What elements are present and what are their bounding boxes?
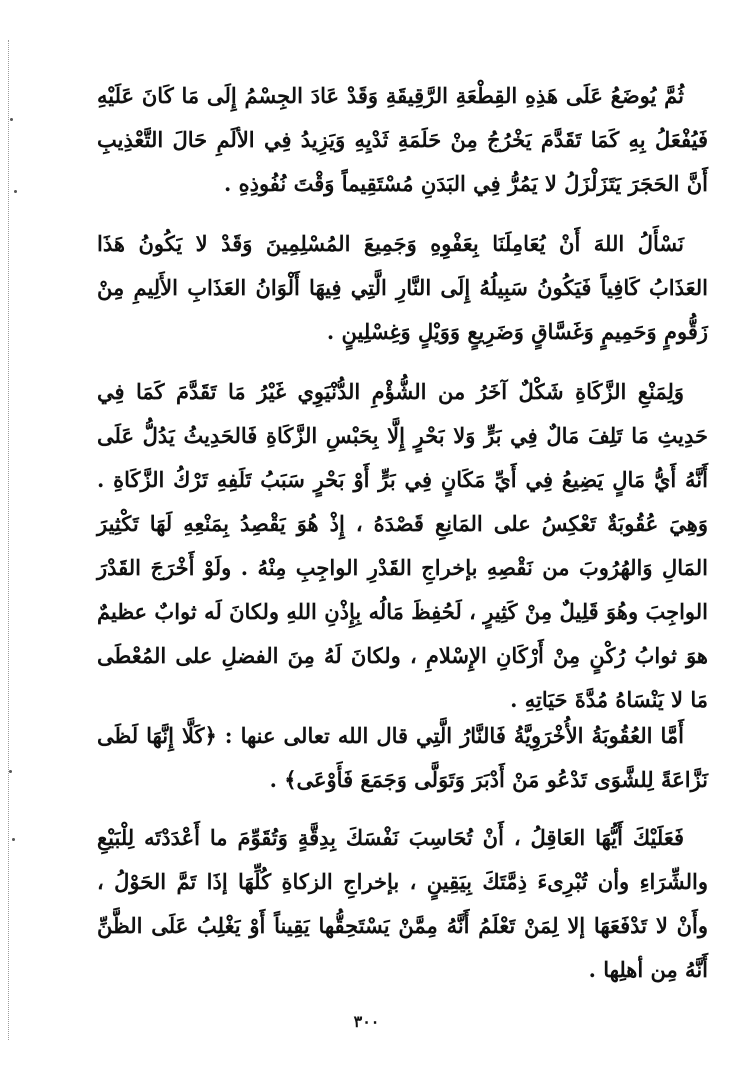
scan-speck <box>10 118 13 121</box>
paragraph-block-1 <box>97 74 708 206</box>
scan-dotted-line <box>8 40 11 1040</box>
body-paragraph-1: ثُمَّ يُوضَعُ عَلَى هَذِهِ القِطْعَةِ الرَّقِيقَةِ وَقَدْ عَادَ الجِسْمُ إِلَى مَا كَانَ عَلَيْهِ فَيُفْعَلُ بِهِ كَمَا تَقَدَّمَ يَخْرُجُ مِنْ حَلَمَةِ ثَدْيِهِ وَيَزِيدُ فِي الألَمِ حَالَ التَّعْذِيبِ أَنَّ الحَجَرَ يَتَزَلْزَلُ لا يَمُرُّ فِي البَدَنِ مُسْتَقِيماً وَقْتَ نُفُوذِهِ . <box>97 83 708 196</box>
scan-speck <box>9 770 12 773</box>
body-paragraph-5: فَعَلَيْكَ أَيُّهَا العَاقِلُ ، أَنْ تُحَاسِبَ نَفْسَكَ بِدِقَّةٍ وَتُقَوِّمَ ما أَعْدَدْتَه لِلْبَيْعِ والشِّرَاءِ وأن تُبْرِىءَ ذِمَّتَكَ بِيَقِينٍ ، بإخراجِ الزكاةِ كُلِّهَا إذَا تَمَّ الحَوْلُ ، وأَنْ لا تَدْفَعَهَا إلا لِمَنْ تَعْلَمُ أَنَّهُ مِمَّنْ يَسْتَحِقُّها يَقِيناً أَوْ يَغْلِبُ عَلَى الظَّنِّ أَنَّهُ مِن أهلِها . <box>97 825 708 982</box>
paragraph-block-3 <box>97 370 708 722</box>
body-paragraph-4: أَمَّا العُقُوبَةُ الأُخْرَوِيَّةُ فَالنَّارُ الَّتِي قال الله تعالى عنها : ﴿كَلَّا إِنَّهَا لَظَى نَزَّاعَةً لِلشَّوَى تَدْعُو مَنْ أَدْبَرَ وَتَوَلَّى وَجَمَعَ فَأَوْعَى﴾ . <box>97 723 708 792</box>
paragraph-block-5 <box>97 816 708 992</box>
scan-speck <box>12 838 15 841</box>
page-number: ٣٠٠ <box>353 1012 380 1031</box>
scan-speck <box>14 190 17 193</box>
body-paragraph-2: نَسْأَلُ اللهَ أَنْ يُعَامِلَنَا بِعَفْوِهِ وَجَمِيعَ المُسْلِمِينَ وَقَدْ لا يَكُونُ هَذَا العَذَابُ كَافِياً فَيَكُونُ سَبِيلُهُ إِلَى النَّارِ الَّتِي فِيهَا أَلْوَانُ العَذَابِ الأَلِيمِ مِنْ زَقُّومٍ وَحَمِيمٍ وَغَسَّاقٍ وَضَرِيعٍ وَوَيْلٍ وَغِسْلِينٍ . <box>97 231 708 344</box>
paragraph-block-2 <box>97 222 708 354</box>
paragraph-block-4 <box>97 714 708 802</box>
body-paragraph-3: وَلِمَنْعِ الزَّكَاةِ شَكْلٌ آخَرُ من الشُّؤْمِ الدُّنْيَوِي غَيْرُ مَا تَقَدَّمَ كَمَا فِي حَدِيثِ مَا تَلِفَ مَالٌ فِي بَرٍّ وَلا بَحْرٍ إِلَّا بِحَبْسِ الزَّكَاةِ فَالحَدِيثُ يَدُلُّ عَلَى أَنَّهُ أَيُّ مَالٍ يَضِيعُ فِي أَيِّ مَكَانٍ فِي بَرٍّ أَوْ بَحْرٍ سَبَبُ تَلَفِهِ تَرْكُ الزَّكَاةِ . وَهِيَ عُقُوبَةٌ تَعْكِسُ على المَانِعِ قَصْدَهُ ، إِذْ هُوَ يَقْصِدُ بِمَنْعِهِ لَهَا تَكْثِيرَ المَالِ وَالهُرُوبَ من نَقْصِهِ بإخراجِ القَدْرِ الواجِبِ مِنْهُ . ولَوْ أَخْرَجَ القَدْرَ الواجِبَ وهُوَ قَلِيلٌ مِنْ كَثِيرٍ ، لَحُفِظَ مَالُه بِإِذْنِ اللهِ ولكانَ لَه ثوابٌ عظيمٌ هوَ ثوابُ رُكْنٍ مِنْ أَرْكَانِ الإِسْلامِ ، ولكانَ لَهُ مِنَ الفضلِ على المُعْطَى مَا لا يَنْسَاهُ مُدَّةَ حَيَاتِهِ . <box>97 379 708 712</box>
